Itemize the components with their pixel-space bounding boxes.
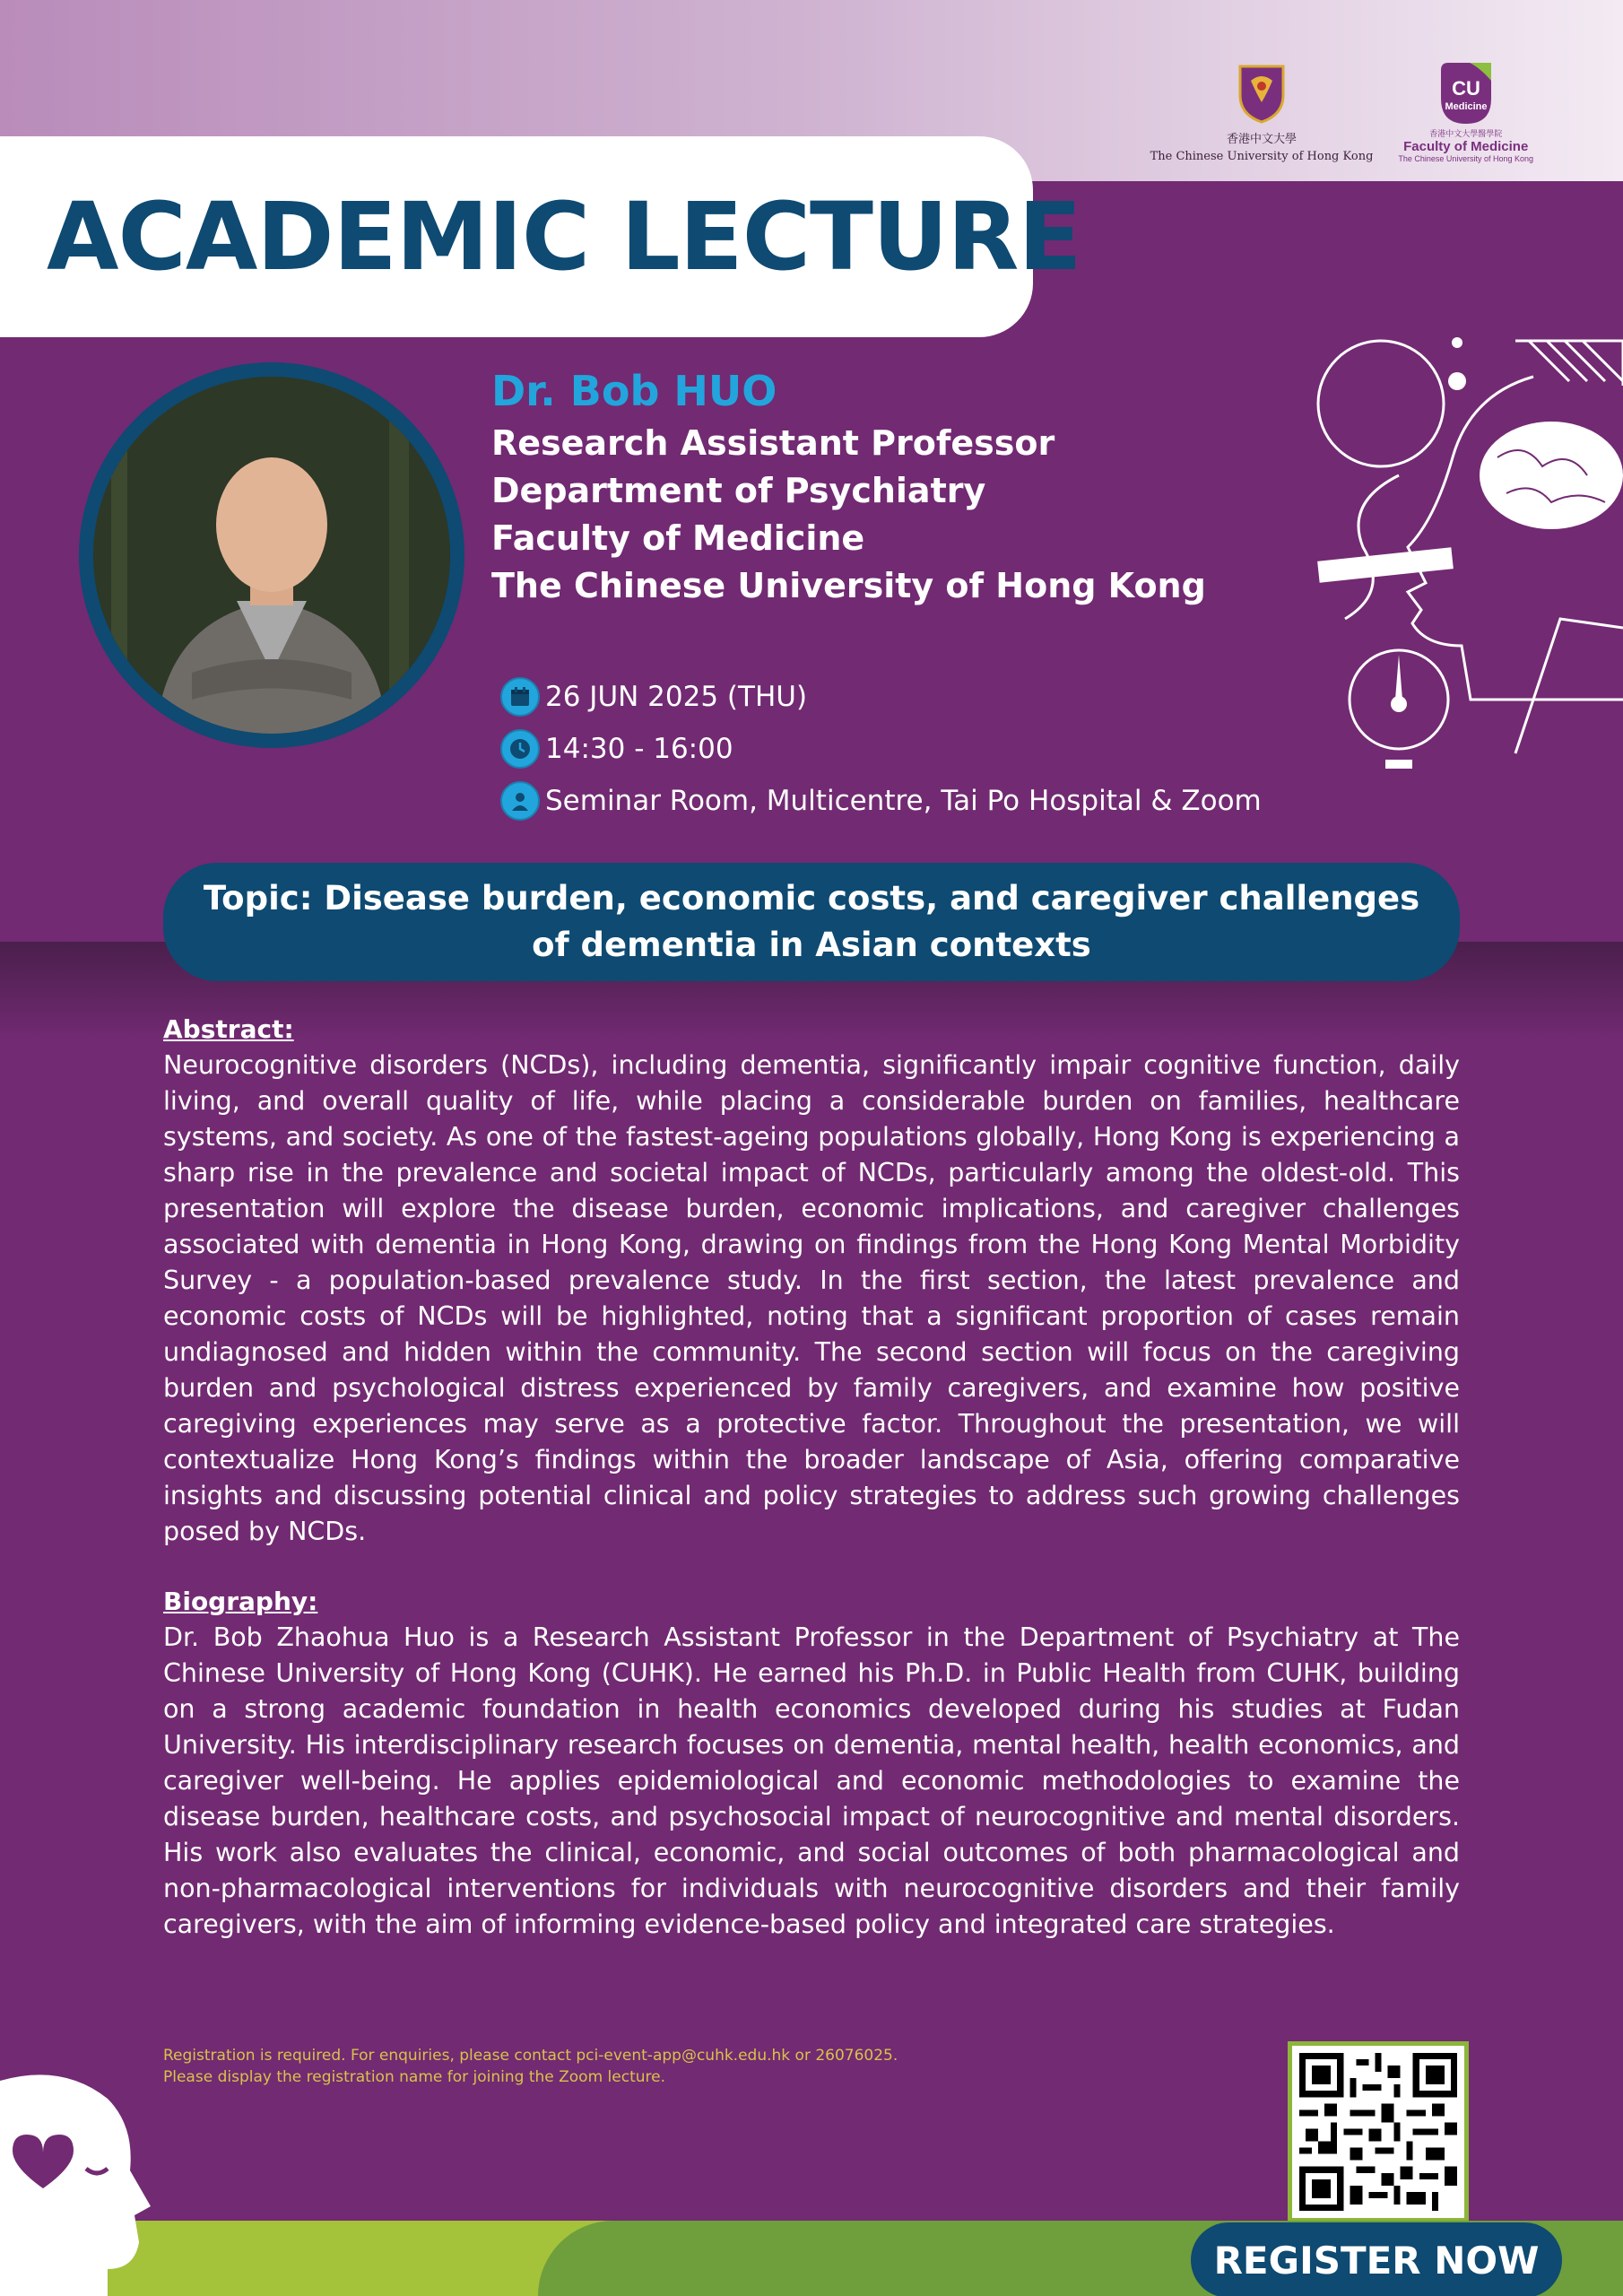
speaker-info	[491, 362, 1227, 610]
biography-section	[163, 1584, 1460, 1943]
register-now-button[interactable]	[1191, 2222, 1562, 2296]
person-icon	[500, 781, 540, 821]
registration-note-line-1: Registration is required. For enquiries, please contact pci-event-app@cuhk.edu.hk or 26076025.	[163, 2047, 898, 2065]
registration-note-line-2: Please display the registration name for joining the Zoom lecture.	[163, 2068, 665, 2086]
speaker-title: Research Assistant Professor	[491, 423, 1055, 463]
event-date-text: 26 JUN 2025 (THU)	[545, 681, 808, 713]
event-venue	[500, 775, 1262, 827]
cuhk-logo-cn: 香港中文大學	[1226, 133, 1297, 146]
cu-medicine-logo-sub: The Chinese University of Hong Kong	[1398, 154, 1533, 163]
topic-banner	[163, 863, 1460, 981]
speaker-name: Dr. Bob HUO	[491, 367, 777, 415]
svg-text:Medicine: Medicine	[1445, 101, 1488, 112]
event-date	[500, 671, 1262, 723]
biography-text: Dr. Bob Zhaohua Huo is a Research Assistant Professor in the Department of Psychiatry at The Chinese University of Hong Kong (CUHK). He earned his Ph.D. in Public Health from CUHK, building on a strong academic foundation in health economics developed during his studies at Fudan University. His interdisciplinary research focuses on dementia, mental health, health economics, and caregiver well-being. He applies epidemiological and economic methodologies to examine the disease burden, healthcare costs, and psychosocial impact of neurocognitive and mental disorders. His work also evaluates the clinical, economic, and social outcomes of both pharmacological and non-pharmacological interventions for individuals with neurocognitive disorders and their family caregivers, with the aim of informing evidence-based policy and integrated care strategies.	[163, 1622, 1460, 1939]
cuhk-logo	[1150, 63, 1374, 163]
event-details	[500, 671, 1262, 827]
cu-medicine-logo-cn: 香港中文大學醫學院	[1429, 129, 1503, 138]
title-banner	[0, 136, 1081, 337]
registration-qr-code[interactable]	[1288, 2041, 1469, 2222]
calendar-icon	[500, 677, 540, 717]
event-time-text: 14:30 - 16:00	[545, 733, 733, 765]
cu-medicine-logo-en: Faculty of Medicine	[1403, 139, 1529, 154]
logos	[1150, 59, 1533, 163]
topic-text: Topic: Disease burden, economic costs, and caregiver challenges of dementia in Asian contexts	[203, 879, 1420, 964]
cuhk-logo-en: The Chinese University of Hong Kong	[1150, 150, 1374, 163]
abstract-text: Neurocognitive disorders (NCDs), including dementia, significantly impair cognitive function, daily living, and overall quality of life, while placing a considerable burden on families, healthcare systems, and society. As one of the fastest-ageing populations globally, Hong Kong is experiencing a sharp rise in the prevalence and societal impact of NCDs, particularly among the oldest-old. This presentation will explore the disease burden, economic implications, and caregiver challenges associated with dementia in Hong Kong, drawing on findings from the Hong Kong Mental Morbidity Survey - a population-based prevalence study. In the first section, the latest prevalence and economic costs of NCDs will be highlighted, noting that a significant proportion of cases remain undiagnosed and hidden within the community. The second section will focus on the caregiving burden and psychological distress experienced by family caregivers, and examine how positive caregiving experiences may serve as a protective factor. Throughout the presentation, we will contextualize Hong Kong’s findings within the broader landscape of Asia, offering comparative insights and discussing potential clinical and policy strategies to address such growing challenges posed by NCDs.	[163, 1050, 1460, 1546]
qr-code-icon	[1299, 2053, 1457, 2211]
heart-head-icon	[0, 2063, 161, 2296]
speaker-photo	[93, 377, 450, 734]
person-photo-icon	[93, 377, 450, 734]
page-title: ACADEMIC LECTURE	[47, 182, 1081, 291]
brain-head-illustration	[1309, 323, 1623, 789]
event-time	[500, 723, 1262, 775]
cu-medicine-logo	[1398, 59, 1533, 163]
biography-heading: Biography:	[163, 1587, 318, 1616]
registration-note	[163, 2045, 1150, 2088]
event-venue-text: Seminar Room, Multicentre, Tai Po Hospital & Zoom	[545, 785, 1262, 817]
speaker-portrait	[79, 362, 464, 748]
cu-medicine-badge-icon	[1434, 59, 1498, 127]
clock-icon	[500, 729, 540, 769]
speaker-faculty: Faculty of Medicine	[491, 518, 865, 558]
speaker-department: Department of Psychiatry	[491, 471, 986, 510]
abstract-heading: Abstract:	[163, 1014, 294, 1044]
speaker-university: The Chinese University of Hong Kong	[491, 566, 1206, 605]
svg-text:CU: CU	[1451, 77, 1480, 100]
abstract-section	[163, 1012, 1460, 1550]
register-now-label: REGISTER NOW	[1213, 2238, 1540, 2283]
cuhk-crest-icon	[1235, 63, 1289, 126]
